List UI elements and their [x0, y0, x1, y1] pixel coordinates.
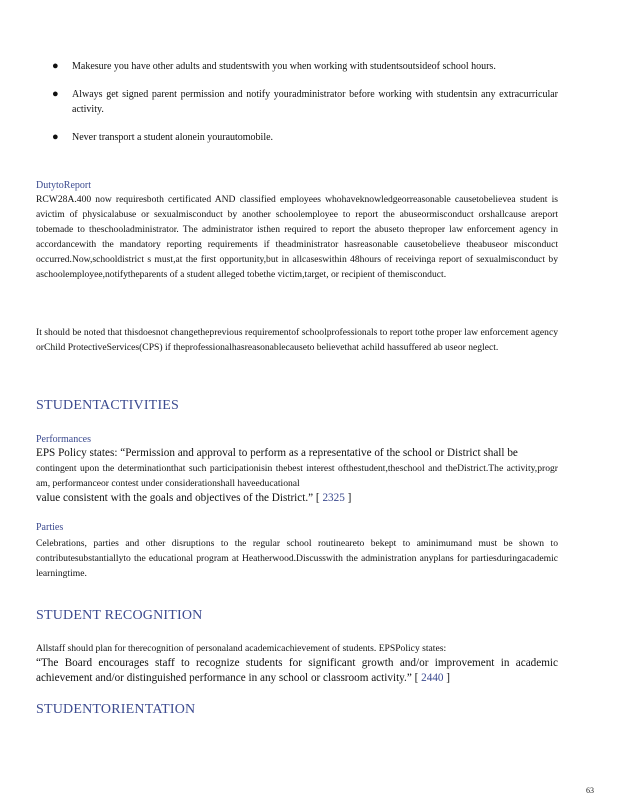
performances-policy: EPS Policy states: “Permission and approval to perform as a representative of the school or District shall be: [36, 447, 518, 459]
duty-note-paragraph: It should be noted that thisdoesnot changetheprevious requirementof schoolprofessionals to report tothe proper law enforcement agency orChild ProtectiveServices(CPS) if theprofessionalhasreasonablecauseto believethat achild hassuffered ab useor neglect.: [36, 327, 558, 353]
section-heading-recognition: STUDENT RECOGNITION: [36, 608, 203, 623]
recognition-intro: Allstaff should plan for therecognition of personaland academicachievement of students. EPSPolicy states:: [36, 643, 447, 654]
page-number: 63: [586, 786, 594, 795]
duty-heading: DutytoReport: [36, 180, 91, 191]
list-item: ● Makesure you have other adults and studentswith you when working with studentsoutsideof school hours.: [52, 60, 496, 72]
parties-text: Celebrations, parties and other disruptions to the regular school routineareto bekept to aminimumand must be shown to contributesubstantiallyto the educational program at Heatherwood.Discusswith the administration anyplans for partiesduringacademic learningtime.: [36, 538, 558, 579]
list-item: ● Never transport a student alonein yourautomobile.: [52, 131, 274, 143]
section-heading-orientation: STUDENTORIENTATION: [36, 702, 196, 717]
parties-heading: Parties: [36, 522, 64, 533]
policy-link-2440[interactable]: 2440: [421, 672, 444, 684]
performances-end: value consistent with the goals and objectives of the District.” [ 2325 ]: [36, 492, 352, 504]
bullet-list: [52, 59, 558, 158]
recognition-quote: “The Board encourages staff to recognize students for significant growth and/or improvement in academic achievement and/or distinguished performance in any school or classroom activity.” [ 2440 ]: [36, 657, 558, 684]
list-item: ● Always get signed parent permission and notify youradministrator before working with studentsin any extracurricular activity.: [52, 88, 558, 115]
policy-link-2325[interactable]: 2325: [322, 492, 345, 504]
duty-paragraph: RCW28A.400 now requiresboth certificated AND classified employees whohaveknowledgeorreasonable causetobelievea student is avictim of physicalabuse or sexualmisconduct by another schoolemployee to report the abuseormisconduct orshallcause areport tobemade to theschooladministrator. The administrator isthen required to report the abuseto theproper law enforcement agency in accordancewith the mandatory reporting requirements if theadministrator hasreasonable causetobelieve theabuseor misconduct occurred.Now,schooldistrict s must,at the first opportunity,but in allcaseswithin 48hours of receivinga report of sexualmisconduct by aschoolemployee,notifytheparents of a student alleged tobethe victim,target, or recipient of themisconduct.: [36, 194, 558, 280]
section-heading-activities: STUDENTACTIVITIES: [36, 398, 180, 413]
performances-text: contingent upon the determinationthat such participationisin thebest interest ofthestudent,theschool and theDistrict.The activity,progr am, performanceor contest under considerationshall haveeducational: [36, 463, 558, 489]
performances-heading: Performances: [36, 434, 91, 445]
